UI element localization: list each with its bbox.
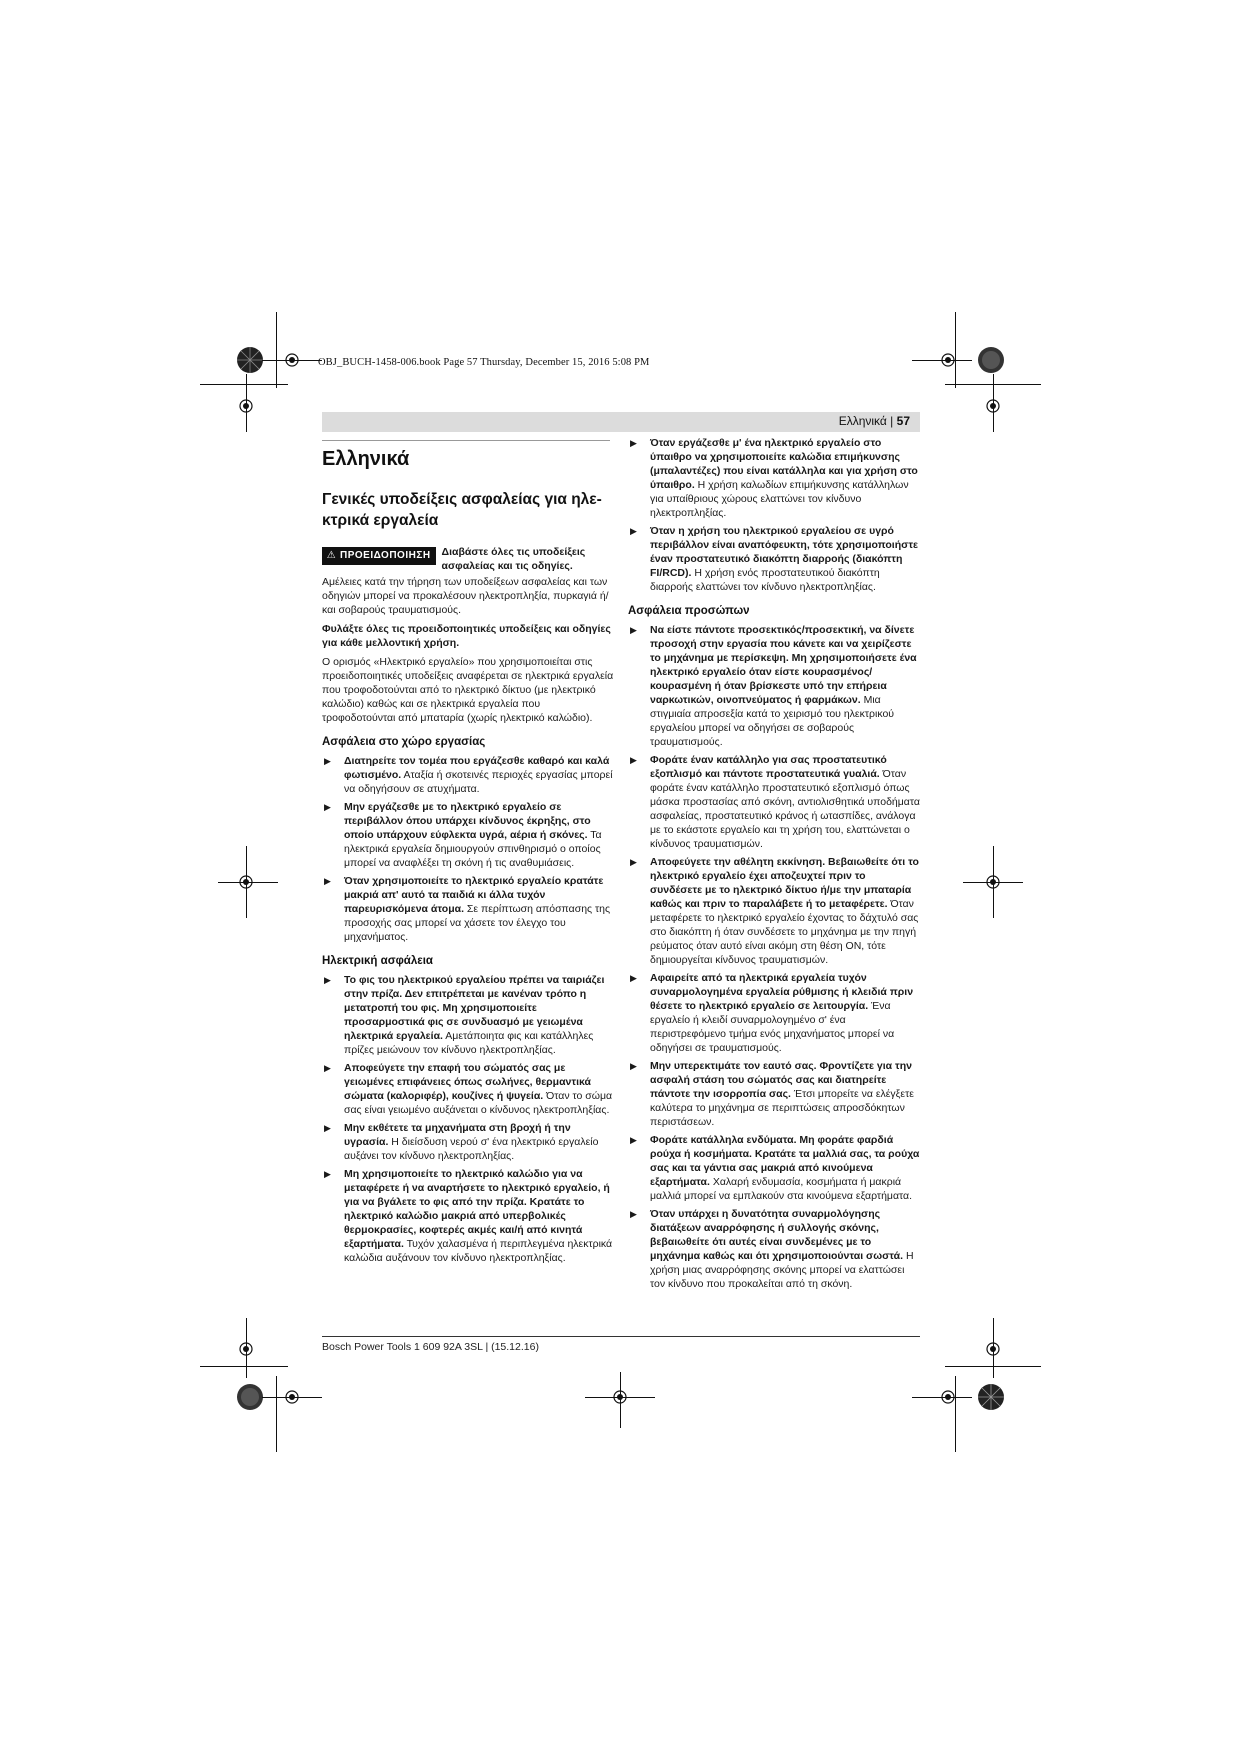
section-title xyxy=(322,489,614,531)
warning-badge-label: ΠΡΟΕΙΔΟΠΟΙΗΣΗ xyxy=(340,550,431,561)
item-text: Όταν το σώμα σας είναι γειωμένο αυξάνεται ο κίνδυνος ηλεκτροπληξίας. xyxy=(344,1090,613,1116)
crop-line xyxy=(200,1366,288,1367)
crop-line xyxy=(276,1376,277,1452)
crop-line xyxy=(993,1318,994,1378)
personal-heading: Ασφάλεια προσώπων xyxy=(628,605,750,617)
page-number: 57 xyxy=(896,414,910,428)
list-item xyxy=(628,753,920,851)
crop-line xyxy=(912,1397,972,1398)
crop-line xyxy=(246,374,247,432)
crop-line xyxy=(200,384,288,385)
list-item xyxy=(628,855,920,967)
crop-line xyxy=(955,1376,956,1452)
item-text: Αταξία ή σκοτεινές περιοχές εργασίας μπορεί να οδηγήσουν σε ατυχήματα. xyxy=(344,769,613,795)
registration-dot-icon xyxy=(977,346,1005,374)
divider xyxy=(322,440,610,441)
item-strong: Αποφεύγετε την επαφή του σώματός σας με γειωμένες επιφάνειες όπως σωλήνες, θερμαντικά σώματα (καλοριφέρ), κουζίνες ή ψυγεία. xyxy=(344,1062,591,1102)
list-item xyxy=(322,1061,614,1117)
section-title-line: Γενικές υποδείξεις ασφαλείας για ηλε- xyxy=(322,491,602,508)
item-strong: Να είστε πάντοτε προσεκτικός/προσεκτική, να δίνετε προσοχή στην εργασία που κάνετε και να χειρίζεστε το μηχάνημα με περίσκεψη. Μη χρησιμοποιήσετε ένα ηλεκτρικό εργαλείο όταν είστε κουρασμένος/κουρασμένη ή όταν βρίσκεστε υπό την επήρεια ναρκωτικών, οινοπνεύματος ή φαρμάκων. xyxy=(650,624,917,706)
right-column xyxy=(628,436,920,1295)
crop-line xyxy=(262,360,322,361)
item-text: Η χρήση μιας αναρρόφησης σκόνης μπορεί να ελαττώσει τον κίνδυνο που προκαλείται από τη σκόνη. xyxy=(650,1250,914,1290)
list-item xyxy=(628,1207,920,1291)
list-item xyxy=(322,874,614,944)
item-strong: Φοράτε κατάλληλα ενδύματα. Μη φοράτε φαρδιά ρούχα ή κοσμήματα. Κρατάτε τα μαλλιά σας, τα ρούχα σας και τα γάντια σας μακριά από κινούμενα εξαρτήματα. xyxy=(650,1134,920,1188)
crop-line xyxy=(246,1318,247,1378)
electrical-list-continued xyxy=(628,436,920,594)
crop-line xyxy=(262,1397,322,1398)
crop-line xyxy=(993,374,994,432)
bullet-icon: ▶ xyxy=(630,1061,637,1071)
item-text: Αμετάποιητα φις και κατάλληλες πρίζες μειώνουν τον κίνδυνο ηλεκτροπληξίας. xyxy=(344,1030,594,1056)
item-strong: Όταν εργάζεσθε μ' ένα ηλεκτρικό εργαλείο στο ύπαιθρο να χρησιμοποιείτε καλώδια επιμήκυνσης (μπαλαντέζες) που είναι κατάλληλα και για χρήση στο ύπαιθρο. xyxy=(650,437,918,491)
item-text: Σε περίπτωση απόσπασης της προσοχής σας μπορεί να χάσετε τον έλεγχο του μηχανήματος. xyxy=(344,903,611,943)
item-strong: Όταν χρησιμοποιείτε το ηλεκτρικό εργαλείο κρατάτε μακριά απ' αυτό τα παιδιά κι άλλα τυχόν παρευρισκόμενα άτομα. xyxy=(344,875,604,915)
item-strong: Φοράτε έναν κατάλληλο για σας προστατευτικό εξοπλισμό και πάντοτε προστατευτικά γυαλιά. xyxy=(650,754,887,780)
definition-paragraph: Ο ορισμός «Ηλεκτρικό εργαλείο» που χρησιμοποιείται στις προειδοποιητικές υποδείξεις αναφέρεται σε ηλεκτρικά εργαλεία που τροφοδοτούνται από το ηλεκτρικό δίκτυο (με ηλεκτρικό καλώδιο) καθώς και σε ηλεκτρικά εργαλεία που τροφοδοτούνται από μπαταρία (χωρίς ηλεκτρικό καλώδιο). xyxy=(322,656,614,724)
bullet-icon: ▶ xyxy=(324,756,331,766)
item-text: Τυχόν χαλασμένα ή περιπλεγμένα ηλεκτρικά καλώδια αυξάνουν τον κίνδυνο ηλεκτροπληξίας. xyxy=(344,1238,613,1264)
item-text: Μια στιγμιαία απροσεξία κατά το χειρισμό του ηλεκτρικού εργαλείου μπορεί να οδηγήσει σε σοβαρούς τραυματισμούς. xyxy=(650,694,895,748)
warning-block xyxy=(322,545,614,573)
print-info: OBJ_BUCH-1458-006.book Page 57 Thursday, December 15, 2016 5:08 PM xyxy=(318,357,650,368)
personal-list xyxy=(628,623,920,1291)
registration-dot-icon xyxy=(236,1383,264,1411)
list-item xyxy=(322,754,614,796)
bullet-icon: ▶ xyxy=(630,755,637,765)
bullet-icon: ▶ xyxy=(324,1063,331,1073)
item-strong: Μην εργάζεσθε με το ηλεκτρικό εργαλείο σε περιβάλλον όπου υπάρχει κίνδυνος έκρηξης, στο οποίο υπάρχουν εύφλεκτα υγρά, αέρια ή σκόνες. xyxy=(344,801,591,841)
item-text: Όταν μεταφέρετε το ηλεκτρικό εργαλείο έχοντας το δάχτυλό σας στο διακόπτη ή όταν συνδέσετε το μηχάνημα με την πηγή ρεύματος όταν αυτό είναι ακόμη στη θέση ON, τότε δημιουργείται κίνδυνος τραυματισμών. xyxy=(650,898,919,966)
warning-triangle-icon: ⚠ xyxy=(326,550,337,561)
workplace-heading: Ασφάλεια στο χώρο εργασίας xyxy=(322,736,486,748)
list-item xyxy=(628,1133,920,1203)
crop-line xyxy=(218,882,278,883)
running-head-separator: | xyxy=(890,414,894,428)
crop-line xyxy=(955,312,956,388)
registration-star-icon xyxy=(236,346,264,374)
section-title-line: κτρικά εργαλεία xyxy=(322,512,439,529)
list-item xyxy=(322,1121,614,1163)
list-item xyxy=(628,623,920,749)
item-text: Η χρήση καλωδίων επιμήκυνσης κατάλληλων για υπαίθριους χώρους ελαττώνει τον κίνδυνο ηλεκτροπληξίας. xyxy=(650,479,909,519)
electrical-list xyxy=(322,973,614,1265)
list-item xyxy=(322,800,614,870)
list-item xyxy=(628,524,920,594)
page-title: Ελληνικά xyxy=(322,448,410,470)
item-text: Ένα εργαλείο ή κλειδί συναρμολογημένο σ' ένα περιστρεφόμενο τμήμα ενός μηχανήματος μπορεί να οδηγήσει σε τραυματισμούς. xyxy=(650,1000,895,1054)
item-strong: Το φις του ηλεκτρικού εργαλείου πρέπει να ταιριάζει στην πρίζα. Δεν επιτρέπεται με κανέναν τρόπο η μετατροπή του φις. Μη χρησιμοποιείτε προσαρμοστικά φις σε συνδυασμό με γειωμένα ηλεκτρικά εργαλεία. xyxy=(344,974,605,1042)
footer-divider xyxy=(322,1336,920,1337)
crop-line xyxy=(945,1366,1041,1367)
item-text: Όταν φοράτε έναν κατάλληλο προστατευτικό εξοπλισμό όπως μάσκα προστασίας από σκόνη, αντιολισθητικά υποδήματα ασφαλείας, προστατευτικό κράνος ή ωτασπίδες, ανάλογα με το εκάστοτε εργαλείο και τη χρήση του, ελαττώνεται ο κίνδυνος τραυματισμών. xyxy=(650,768,920,850)
bullet-icon: ▶ xyxy=(324,802,331,812)
bullet-icon: ▶ xyxy=(324,975,331,985)
warning-lead: Διαβάστε όλες τις υποδείξεις ασφαλείας και τις οδηγίες. xyxy=(441,546,586,572)
crop-line xyxy=(620,1372,621,1428)
bullet-icon: ▶ xyxy=(630,438,637,448)
item-text: Η διείσδυση νερού σ' ένα ηλεκτρικό εργαλείο αυξάνει τον κίνδυνο ηλεκτροπληξίας. xyxy=(344,1136,599,1162)
bullet-icon: ▶ xyxy=(630,857,637,867)
running-header xyxy=(322,412,920,432)
left-column xyxy=(322,440,614,1269)
bullet-icon: ▶ xyxy=(324,1169,331,1179)
bullet-icon: ▶ xyxy=(324,1123,331,1133)
item-strong: Μη χρησιμοποιείτε το ηλεκτρικό καλώδιο για να μεταφέρετε ή να αναρτήσετε το ηλεκτρικό εργαλείο, ή για να βγάλετε το φις από την πρίζα. Κρατάτε το ηλεκτρικό καλώδιο μακριά από υπερβολικές θερμοκρασίες, κοφτερές ακμές και/ή από κινητά εξαρτήματα. xyxy=(344,1168,610,1250)
crop-line xyxy=(912,360,972,361)
item-strong: Αφαιρείτε από τα ηλεκτρικά εργαλεία τυχόν συναρμολογημένα εργαλεία ρύθμισης ή κλειδιά πριν θέσετε το ηλεκτρικό εργαλείο σε λειτουργία. xyxy=(650,972,914,1012)
electrical-heading: Ηλεκτρική ασφάλεια xyxy=(322,955,433,967)
bullet-icon: ▶ xyxy=(630,1135,637,1145)
warning-badge xyxy=(322,547,436,565)
footer-text: Bosch Power Tools 1 609 92A 3SL | (15.12.16) xyxy=(322,1341,539,1353)
crop-line xyxy=(276,312,277,388)
bullet-icon: ▶ xyxy=(324,876,331,886)
item-strong: Μην εκθέτετε τα μηχανήματα στη βροχή ή την υγρασία. xyxy=(344,1122,571,1148)
crop-line xyxy=(585,1397,655,1398)
warning-text: Αμέλειες κατά την τήρηση των υποδείξεων ασφαλείας και των οδηγιών μπορεί να προκαλέσουν ηλεκτροπληξία, πυρκαγιά ή/και σοβαρούς τραυματισμούς. xyxy=(322,576,609,616)
registration-star-icon xyxy=(977,1383,1005,1411)
item-text: Έτσι μπορείτε να ελέγξετε καλύτερα το μηχάνημα σε περιπτώσεις απροσδόκητων περιστάσεων. xyxy=(650,1088,914,1128)
item-text: Τα ηλεκτρικά εργαλεία δημιουργούν σπινθηρισμό ο οποίος μπορεί να αναφλέξει τη σκόνη ή τις αναθυμιάσεις. xyxy=(344,829,602,869)
list-item xyxy=(628,436,920,520)
bullet-icon: ▶ xyxy=(630,973,637,983)
running-head xyxy=(839,414,910,428)
crop-line xyxy=(963,882,1023,883)
bullet-icon: ▶ xyxy=(630,526,637,536)
running-head-language: Ελληνικά xyxy=(838,414,887,428)
bullet-icon: ▶ xyxy=(630,625,637,635)
item-strong: Μην υπερεκτιμάτε τον εαυτό σας. Φροντίζετε για την ασφαλή στάση του σώματός σας και διατηρείτε πάντοτε την ισορροπία σας. xyxy=(650,1060,912,1100)
item-strong: Διατηρείτε τον τομέα που εργάζεσθε καθαρό και καλά φωτισμένο. xyxy=(344,755,610,781)
item-text: Η χρήση ενός προστατευτικού διακόπτη διαρροής ελαττώνει τον κίνδυνο ηλεκτροπληξίας. xyxy=(650,567,880,593)
list-item xyxy=(322,973,614,1057)
list-item xyxy=(322,1167,614,1265)
workplace-list xyxy=(322,754,614,944)
list-item xyxy=(628,971,920,1055)
item-strong: Αποφεύγετε την αθέλητη εκκίνηση. Βεβαιωθείτε ότι το ηλεκτρικό εργαλείο έχει αποζευχτεί πριν το συνδέσετε με το ηλεκτρικό δίκτυο ή/με την μπαταρία καθώς και πριν το παραλάβετε ή το μεταφέρετε. xyxy=(650,856,919,910)
list-item xyxy=(628,1059,920,1129)
keep-notice: Φυλάξτε όλες τις προειδοποιητικές υποδείξεις και οδηγίες για κάθε μελλοντική χρήση. xyxy=(322,623,611,649)
bullet-icon: ▶ xyxy=(630,1209,637,1219)
item-strong: Όταν υπάρχει η δυνατότητα συναρμολόγησης διατάξεων αναρρόφησης ή συλλογής σκόνης, βεβαιωθείτε ότι αυτές είναι συνδεμένες με το μηχάνημα καθώς και ότι χρησιμοποιούνται σωστά. xyxy=(650,1208,904,1262)
item-text: Χαλαρή ενδυμασία, κοσμήματα ή μακριά μαλλιά μπορεί να εμπλακούν στα κινούμενα εξαρτήματα. xyxy=(650,1176,913,1202)
item-strong: Όταν η χρήση του ηλεκτρικού εργαλείου σε υγρό περιβάλλον είναι αναπόφευκτη, τότε χρησιμοποιήστε έναν προστατευτικό διακόπτη διαρροής (διακόπτη FI/RCD). xyxy=(650,525,918,579)
